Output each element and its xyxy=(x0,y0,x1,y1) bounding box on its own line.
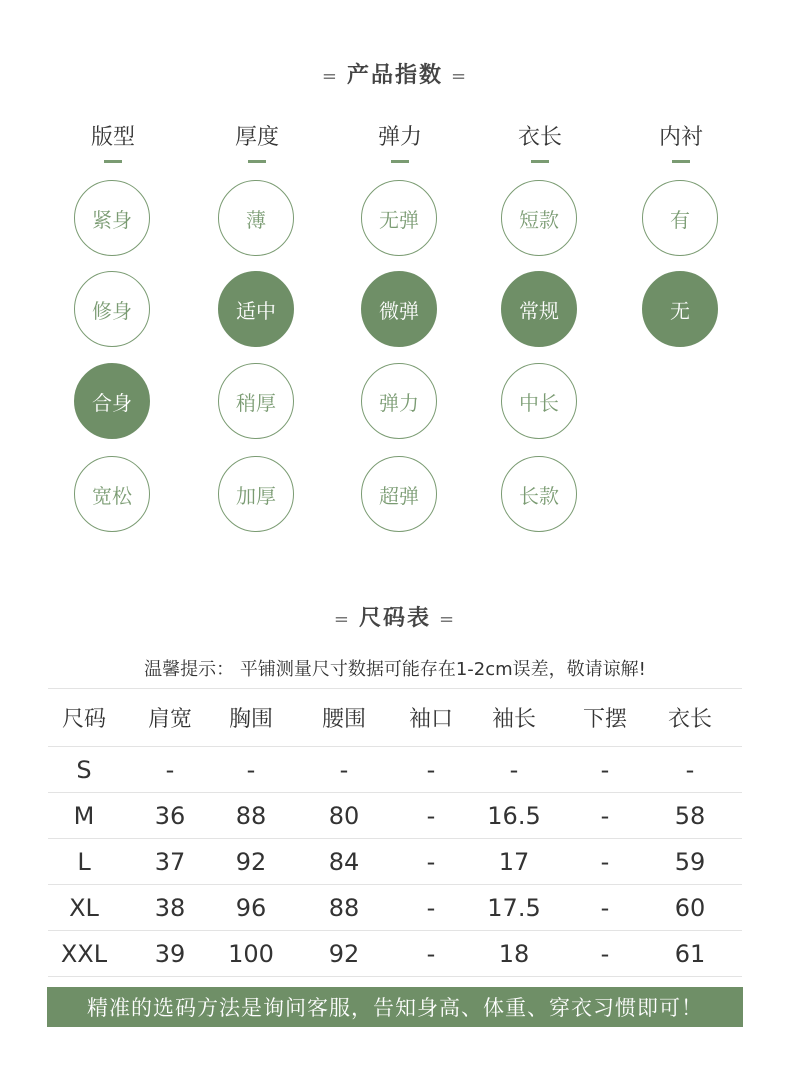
measurement-tip: 温馨提示： 平铺测量尺寸数据可能存在1-2cm误差，敬请谅解! xyxy=(144,659,646,680)
option-circle: 弹力 xyxy=(361,363,437,439)
table-cell: 18 xyxy=(498,939,530,968)
table-cell: - xyxy=(600,801,610,830)
header-cell: 袖长 xyxy=(491,707,536,732)
index-column-header: 厚度 xyxy=(234,125,279,150)
table-cell: 100 xyxy=(228,939,274,968)
option-circle-selected: 常规 xyxy=(501,271,577,347)
header-cell: 下摆 xyxy=(582,707,627,732)
table-row xyxy=(48,839,742,885)
header-underline xyxy=(391,160,409,163)
size-chart-title xyxy=(0,601,790,632)
sizing-advice-banner: 精准的选码方法是询问客服，告知身高、体重、穿衣习惯即可！ xyxy=(47,987,743,1027)
table-cell: - xyxy=(426,801,436,830)
option-circle: 修身 xyxy=(74,271,150,347)
header-cell: 衣长 xyxy=(667,707,712,732)
table-cell: - xyxy=(685,755,695,784)
table-cell: - xyxy=(339,755,349,784)
table-cell: 38 xyxy=(154,893,186,922)
header-underline xyxy=(531,160,549,163)
table-cell: - xyxy=(426,893,436,922)
table-cell: - xyxy=(600,847,610,876)
size-table xyxy=(48,688,742,977)
title-decoration-left: = xyxy=(333,609,351,630)
option-circle-selected: 合身 xyxy=(74,363,150,439)
option-circle: 稍厚 xyxy=(218,363,294,439)
table-row xyxy=(48,931,742,977)
header-cell: 胸围 xyxy=(228,707,273,732)
table-cell: 84 xyxy=(328,847,360,876)
option-circle: 薄 xyxy=(218,180,294,256)
table-cell: - xyxy=(246,755,256,784)
table-cell: 16.5 xyxy=(487,801,541,830)
header-underline xyxy=(104,160,122,163)
table-cell: XXL xyxy=(60,939,108,968)
option-circle-selected: 无 xyxy=(642,271,718,347)
table-cell: 88 xyxy=(235,801,267,830)
table-cell: 17 xyxy=(498,847,530,876)
table-cell: 17.5 xyxy=(487,893,541,922)
option-circle: 宽松 xyxy=(74,456,150,532)
index-column-length xyxy=(470,122,610,508)
header-cell: 袖口 xyxy=(408,707,453,732)
index-column-header: 版型 xyxy=(90,125,135,150)
option-circle: 超弹 xyxy=(361,456,437,532)
table-cell: S xyxy=(76,755,92,784)
table-row xyxy=(48,747,742,793)
option-circle: 无弹 xyxy=(361,180,437,256)
header-cell: 尺码 xyxy=(61,707,106,732)
table-row xyxy=(48,885,742,931)
table-row xyxy=(48,793,742,839)
index-column-header: 衣长 xyxy=(517,125,562,150)
title-decoration-right: = xyxy=(439,609,457,630)
option-circle: 中长 xyxy=(501,363,577,439)
table-cell: M xyxy=(73,801,95,830)
table-cell: - xyxy=(600,939,610,968)
product-index-title-text: 产品指数 xyxy=(346,63,443,88)
table-cell: 59 xyxy=(674,847,706,876)
size-chart-title-text: 尺码表 xyxy=(358,606,431,631)
table-cell: 61 xyxy=(674,939,706,968)
product-index-title xyxy=(0,58,790,89)
option-circle-selected: 微弹 xyxy=(361,271,437,347)
table-cell: 92 xyxy=(235,847,267,876)
index-column-lining xyxy=(611,122,751,323)
index-column-header: 弹力 xyxy=(377,125,422,150)
table-cell: 37 xyxy=(154,847,186,876)
table-cell: 58 xyxy=(674,801,706,830)
table-cell: 92 xyxy=(328,939,360,968)
table-cell: 88 xyxy=(328,893,360,922)
table-cell: 39 xyxy=(154,939,186,968)
table-cell: - xyxy=(165,755,175,784)
table-cell: - xyxy=(426,847,436,876)
table-header-row xyxy=(48,688,742,747)
table-cell: 36 xyxy=(154,801,186,830)
option-circle: 有 xyxy=(642,180,718,256)
header-underline xyxy=(248,160,266,163)
table-cell: 60 xyxy=(674,893,706,922)
title-decoration-right: = xyxy=(451,66,469,87)
header-underline xyxy=(672,160,690,163)
option-circle: 长款 xyxy=(501,456,577,532)
option-circle: 加厚 xyxy=(218,456,294,532)
option-circle-selected: 适中 xyxy=(218,271,294,347)
table-cell: - xyxy=(426,939,436,968)
table-cell: - xyxy=(509,755,519,784)
table-cell: L xyxy=(77,847,91,876)
title-decoration-left: = xyxy=(321,66,339,87)
table-cell: XL xyxy=(69,893,99,922)
option-circle: 紧身 xyxy=(74,180,150,256)
index-column-header: 内衬 xyxy=(658,125,703,150)
index-column-fit xyxy=(43,122,183,508)
table-cell: - xyxy=(600,755,610,784)
index-column-elasticity xyxy=(330,122,470,508)
option-circle: 短款 xyxy=(501,180,577,256)
header-cell: 腰围 xyxy=(321,707,366,732)
table-cell: - xyxy=(426,755,436,784)
header-cell: 肩宽 xyxy=(147,707,192,732)
table-cell: 96 xyxy=(235,893,267,922)
table-cell: 80 xyxy=(328,801,360,830)
table-cell: - xyxy=(600,893,610,922)
index-column-thickness xyxy=(187,122,327,508)
